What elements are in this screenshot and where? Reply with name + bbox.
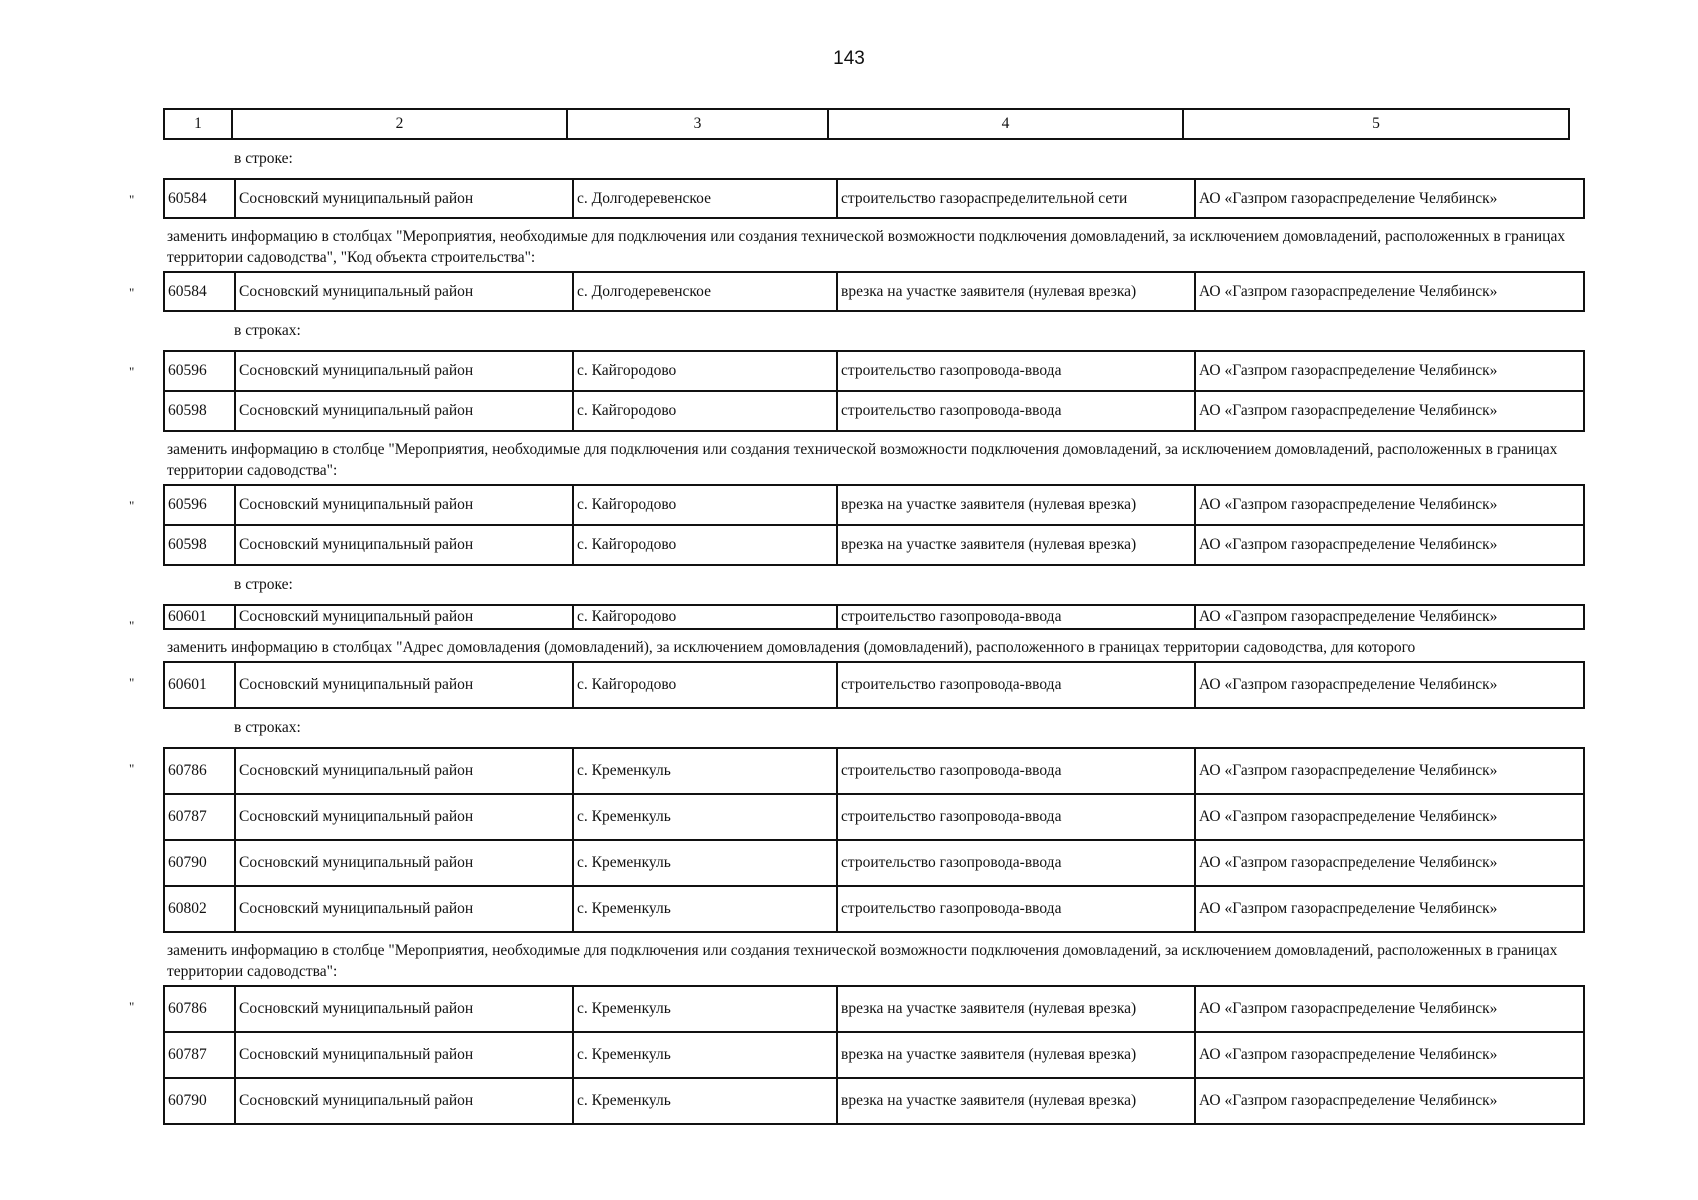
- table-cell: 60598: [164, 391, 235, 431]
- column-header-1: 1: [164, 109, 232, 139]
- table-cell: Сосновский муниципальный район: [235, 1032, 573, 1078]
- table-cell: Сосновский муниципальный район: [235, 748, 573, 794]
- table-cell: Сосновский муниципальный район: [235, 525, 573, 565]
- table-row: [164, 179, 1584, 218]
- table-cell: с. Кайгородово: [573, 391, 837, 431]
- data-table: [163, 484, 1585, 566]
- quote-mark: ": [129, 761, 135, 776]
- table-cell: Сосновский муниципальный район: [235, 840, 573, 886]
- table-row: [164, 794, 1584, 840]
- table-cell: АО «Газпром газораспределение Челябинск»: [1195, 662, 1584, 708]
- table-cell: АО «Газпром газораспределение Челябинск»: [1195, 391, 1584, 431]
- table-cell: 60787: [164, 1032, 235, 1078]
- table-cell: Сосновский муниципальный район: [235, 351, 573, 391]
- table-cell: АО «Газпром газораспределение Челябинск»: [1195, 1078, 1584, 1124]
- table-row: [164, 485, 1584, 525]
- table-cell: строительство газопровода-ввода: [837, 840, 1195, 886]
- table-cell: строительство газопровода-ввода: [837, 605, 1195, 629]
- table-cell: Сосновский муниципальный район: [235, 179, 573, 218]
- table-cell: строительство газопровода-ввода: [837, 351, 1195, 391]
- table-cell: АО «Газпром газораспределение Челябинск»: [1195, 605, 1584, 629]
- quote-mark: ": [129, 498, 135, 513]
- table-cell: 60584: [164, 179, 235, 218]
- table-row: [164, 272, 1584, 311]
- table-cell: АО «Газпром газораспределение Челябинск»: [1195, 1032, 1584, 1078]
- table-cell: АО «Газпром газораспределение Челябинск»: [1195, 351, 1584, 391]
- table-row: [164, 351, 1584, 391]
- table-cell: с. Кременкуль: [573, 1032, 837, 1078]
- table-cell: 60790: [164, 1078, 235, 1124]
- table-cell: 60596: [164, 351, 235, 391]
- table-cell: Сосновский муниципальный район: [235, 986, 573, 1032]
- table-cell: Сосновский муниципальный район: [235, 485, 573, 525]
- table-row: [164, 840, 1584, 886]
- quote-mark: ": [129, 675, 135, 690]
- table-cell: с. Кременкуль: [573, 840, 837, 886]
- quote-mark: ": [129, 999, 135, 1014]
- quote-mark: ": [129, 285, 135, 300]
- table-cell: с. Кайгородово: [573, 605, 837, 629]
- table-cell: с. Долгодеревенское: [573, 272, 837, 311]
- table-cell: 60596: [164, 485, 235, 525]
- table-cell: с. Долгодеревенское: [573, 179, 837, 218]
- table-row: [164, 605, 1584, 629]
- row-selector-label: в строках:: [234, 322, 301, 339]
- table-cell: 60598: [164, 525, 235, 565]
- table-row: [164, 525, 1584, 565]
- table-row: [164, 1078, 1584, 1124]
- table-cell: с. Кременкуль: [573, 794, 837, 840]
- quote-mark: ": [129, 364, 135, 379]
- table-cell: 60790: [164, 840, 235, 886]
- table-cell: Сосновский муниципальный район: [235, 605, 573, 629]
- table-cell: с. Кайгородово: [573, 351, 837, 391]
- table-cell: Сосновский муниципальный район: [235, 391, 573, 431]
- table-cell: с. Кременкуль: [573, 748, 837, 794]
- table-cell: Сосновский муниципальный район: [235, 794, 573, 840]
- table-cell: 60584: [164, 272, 235, 311]
- table-cell: Сосновский муниципальный район: [235, 662, 573, 708]
- table-cell: АО «Газпром газораспределение Челябинск»: [1195, 748, 1584, 794]
- table-cell: с. Кайгородово: [573, 662, 837, 708]
- table-cell: врезка на участке заявителя (нулевая врезка): [837, 1032, 1195, 1078]
- amendment-instruction: заменить информацию в столбце "Мероприятия, необходимые для подключения или создания технической возможности подключения домовладений, за исключением домовладений, расположенных в границах территории садоводства":: [167, 441, 1558, 479]
- document-body: [129, 108, 1570, 1125]
- quote-mark: ": [129, 192, 135, 207]
- table-cell: строительство газопровода-ввода: [837, 391, 1195, 431]
- column-header-2: 2: [232, 109, 567, 139]
- column-header-5: 5: [1183, 109, 1569, 139]
- table-cell: АО «Газпром газораспределение Челябинск»: [1195, 179, 1584, 218]
- column-header-3: 3: [567, 109, 828, 139]
- table-cell: АО «Газпром газораспределение Челябинск»: [1195, 794, 1584, 840]
- table-cell: АО «Газпром газораспределение Челябинск»: [1195, 525, 1584, 565]
- row-selector-label: в строке:: [234, 576, 293, 593]
- amendment-instruction: заменить информацию в столбцах "Адрес домовладения (домовладений), за исключением домовладения (домовладений), расположенного в границах территории садоводства, для которого: [167, 639, 1416, 656]
- table-cell: врезка на участке заявителя (нулевая врезка): [837, 525, 1195, 565]
- amendment-instruction: заменить информацию в столбцах "Мероприятия, необходимые для подключения или создания технической возможности подключения домовладений, за исключением домовладений, расположенных в границах территории садоводства", "Код объекта строительства":: [167, 228, 1566, 266]
- table-cell: врезка на участке заявителя (нулевая врезка): [837, 485, 1195, 525]
- table-cell: 60601: [164, 662, 235, 708]
- row-selector-label: в строке:: [234, 150, 293, 167]
- table-cell: строительство газопровода-ввода: [837, 886, 1195, 932]
- table-cell: врезка на участке заявителя (нулевая врезка): [837, 986, 1195, 1032]
- amendment-instruction: заменить информацию в столбце "Мероприятия, необходимые для подключения или создания технической возможности подключения домовладений, за исключением домовладений, расположенных в границах территории садоводства":: [167, 942, 1558, 980]
- table-cell: строительство газопровода-ввода: [837, 662, 1195, 708]
- table-cell: строительство газопровода-ввода: [837, 794, 1195, 840]
- table-cell: строительство газораспределительной сети: [837, 179, 1195, 218]
- table-cell: 60802: [164, 886, 235, 932]
- table-cell: 60601: [164, 605, 235, 629]
- table-cell: врезка на участке заявителя (нулевая врезка): [837, 272, 1195, 311]
- quote-mark: ": [129, 618, 135, 633]
- table-cell: АО «Газпром газораспределение Челябинск»: [1195, 485, 1584, 525]
- table-cell: АО «Газпром газораспределение Челябинск»: [1195, 840, 1584, 886]
- table-cell: АО «Газпром газораспределение Челябинск»: [1195, 886, 1584, 932]
- table-row: [164, 986, 1584, 1032]
- table-cell: с. Кайгородово: [573, 485, 837, 525]
- data-table: [163, 178, 1585, 219]
- table-cell: строительство газопровода-ввода: [837, 748, 1195, 794]
- column-header-4: 4: [828, 109, 1183, 139]
- data-table: [163, 604, 1585, 630]
- table-cell: с. Кременкуль: [573, 1078, 837, 1124]
- table-row: [164, 662, 1584, 708]
- column-number-header: [163, 108, 1570, 140]
- table-cell: Сосновский муниципальный район: [235, 1078, 573, 1124]
- data-table: [163, 661, 1585, 709]
- table-row: [164, 886, 1584, 932]
- table-cell: с. Кайгородово: [573, 525, 837, 565]
- table-row: [164, 748, 1584, 794]
- amendment-blocks: [129, 140, 1570, 1125]
- table-row: [164, 1032, 1584, 1078]
- data-table: [163, 271, 1585, 312]
- table-cell: Сосновский муниципальный район: [235, 272, 573, 311]
- table-cell: врезка на участке заявителя (нулевая врезка): [837, 1078, 1195, 1124]
- data-table: [163, 350, 1585, 432]
- table-cell: АО «Газпром газораспределение Челябинск»: [1195, 272, 1584, 311]
- table-cell: АО «Газпром газораспределение Челябинск»: [1195, 986, 1584, 1032]
- table-cell: с. Кременкуль: [573, 886, 837, 932]
- row-selector-label: в строках:: [234, 719, 301, 736]
- table-row: [164, 391, 1584, 431]
- table-cell: Сосновский муниципальный район: [235, 886, 573, 932]
- table-cell: с. Кременкуль: [573, 986, 837, 1032]
- data-table: [163, 985, 1585, 1125]
- page-number: 143: [833, 48, 865, 69]
- table-cell: 60786: [164, 748, 235, 794]
- data-table: [163, 747, 1585, 933]
- table-cell: 60787: [164, 794, 235, 840]
- table-cell: 60786: [164, 986, 235, 1032]
